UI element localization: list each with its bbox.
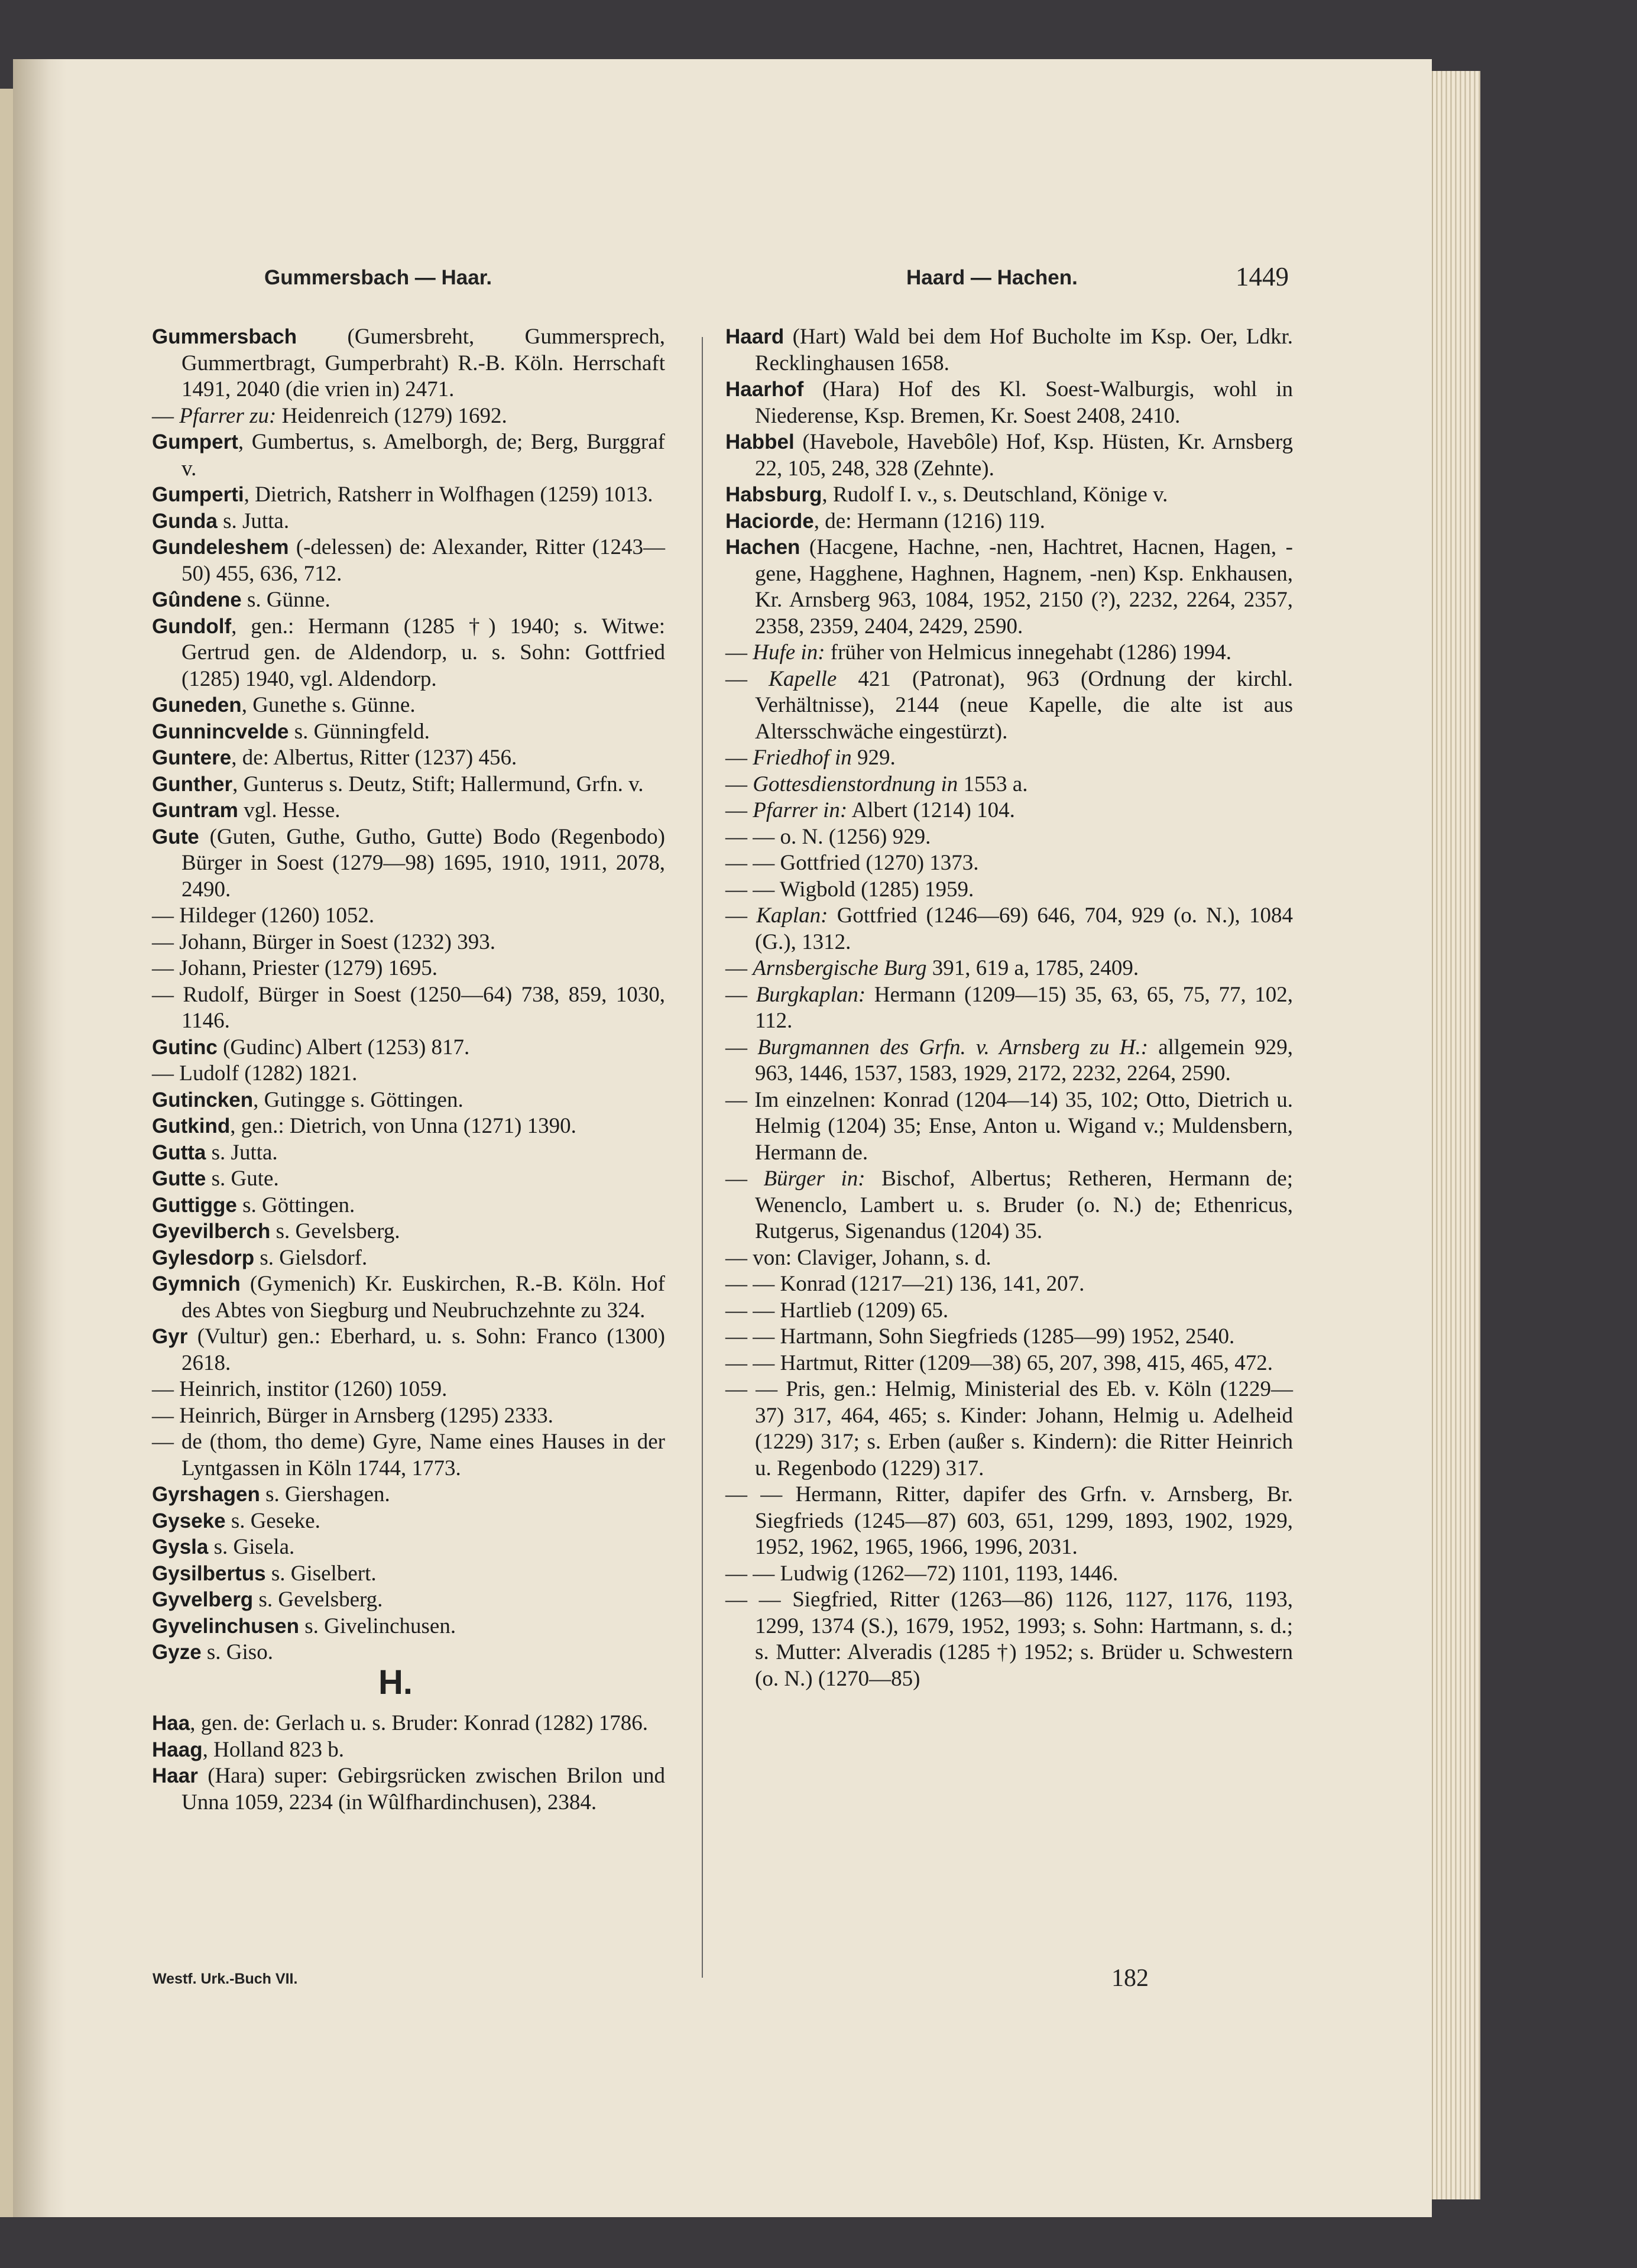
entry-dash: — —: [725, 1350, 780, 1375]
index-entry: [152, 1587, 665, 1613]
entry-headword: Gymnich: [152, 1272, 241, 1295]
signature-mark: Westf. Urk.-Buch VII.: [153, 1971, 298, 1987]
index-entry: [152, 1113, 665, 1140]
index-entry: [152, 719, 665, 746]
entry-dash: — —: [725, 1324, 780, 1349]
entry-text: , Rudolf I. v., s. Deutschland, Könige v.: [822, 482, 1168, 507]
entry-dash: —: [152, 1430, 181, 1454]
entry-text: Im einzelnen: Konrad (1204—14) 35, 102; Otto, Dietrich u. Helmig (1204) 35; Ense, Anton u. Wigand v.; Muldensbern, Hermann de.: [754, 1087, 1293, 1165]
entry-headword: Guntere: [152, 746, 232, 769]
index-entry: [725, 772, 1293, 798]
entry-text: Ludolf (1282) 1821.: [179, 1061, 358, 1086]
entry-dash: — —: [725, 1587, 793, 1612]
entry-text: 1553 a.: [958, 772, 1028, 796]
index-entry: [152, 1763, 665, 1816]
entry-text: s. Günne.: [241, 588, 330, 612]
entry-text: o. N. (1256) 929.: [780, 824, 931, 849]
entry-text: , gen.: Dietrich, von Unna (1271) 1390.: [230, 1114, 576, 1138]
entry-text: s. Gevelsberg.: [253, 1587, 383, 1612]
entry-text: , de: Albertus, Ritter (1237) 456.: [231, 746, 517, 770]
entry-headword: Gunther: [152, 772, 233, 796]
entry-subheading: Friedhof in: [753, 746, 852, 770]
entry-dash: —: [152, 1377, 180, 1401]
entry-headword: Gundolf: [152, 614, 232, 638]
entry-text: (Hacgene, Hachne, -nen, Hachtret, Hacnen, Hagen, -gene, Hagghene, Haghnen, Hagnem, -nen) Ksp. Enkhausen, Kr. Arnsberg 963, 1084, 1952, 2150 (?), 2232, 2264, 2357, 2358, 2359, 2404, 2429, 2590.: [755, 535, 1293, 639]
column-rule: [702, 337, 703, 1978]
entry-subheading: Burgmannen des Grfn. v. Arnsberg zu H.:: [757, 1035, 1149, 1060]
entry-dash: — —: [725, 1298, 780, 1323]
page-edges: [1432, 71, 1480, 2199]
entry-headword: Gyvelinchusen: [152, 1614, 299, 1638]
entry-headword: Gumpert: [152, 430, 238, 453]
entry-text: allgemein 929, 963, 1446, 1537, 1583, 1929, 2172, 2232, 2264, 2590.: [755, 1035, 1294, 1086]
entry-headword: Gutkind: [152, 1114, 231, 1138]
index-entry: [152, 982, 665, 1035]
entry-text: s. Gielsdorf.: [254, 1245, 368, 1270]
entry-text: Heinrich, Bürger in Arnsberg (1295) 2333.: [179, 1403, 553, 1428]
left-column: [152, 324, 665, 1666]
entry-subheading: Kapelle: [769, 666, 837, 691]
entry-text: Heidenreich (1279) 1692.: [276, 403, 507, 428]
entry-headword: Haciorde: [725, 509, 814, 533]
index-entry: [725, 955, 1293, 982]
entry-text: Heinrich, institor (1260) 1059.: [179, 1377, 448, 1401]
index-entry: [152, 1561, 665, 1587]
index-entry: [725, 429, 1293, 482]
index-entry: [152, 798, 665, 824]
index-entry: [152, 1245, 665, 1272]
entry-text: Wigbold (1285) 1959.: [779, 877, 974, 902]
index-entry: [152, 1219, 665, 1245]
entry-headword: Haarhof: [725, 378, 804, 401]
entry-text: , Holland 823 b.: [202, 1737, 345, 1762]
entry-headword: Haa: [152, 1712, 190, 1735]
entry-headword: Guttigge: [152, 1193, 237, 1217]
entry-text: Hermann, Ritter, dapifer des Grfn. v. Arnsberg, Br. Siegfrieds (1245—87) 603, 651, 1299, 1893, 1902, 1929, 1952, 1962, 1965, 1966, 1996, 2031.: [755, 1482, 1294, 1559]
entry-text: s. Giso.: [201, 1640, 273, 1664]
entry-subheading: Arnsbergische Burg: [753, 956, 927, 980]
entry-text: s. Gisela.: [208, 1535, 295, 1559]
entry-text: s. Gute.: [206, 1167, 279, 1191]
entry-dash: — —: [725, 877, 780, 902]
entry-text: Rudolf, Bürger in Soest (1250—64) 738, 859, 1030, 1146.: [181, 982, 665, 1033]
entry-dash: —: [725, 1087, 755, 1112]
entry-dash: —: [152, 1403, 180, 1428]
entry-dash: —: [152, 1061, 180, 1086]
entry-headword: Gysla: [152, 1535, 209, 1559]
entry-dash: —: [725, 666, 769, 691]
entry-subheading: Gottesdienstordnung in: [753, 772, 958, 796]
entry-headword: Gundeleshem: [152, 536, 289, 559]
entry-headword: Gysilbertus: [152, 1561, 266, 1585]
entry-subheading: Kaplan:: [756, 903, 828, 928]
index-entry: [152, 1140, 665, 1167]
entry-subheading: Bürger in:: [763, 1167, 865, 1191]
entry-text: Konrad (1217—21) 136, 141, 207.: [780, 1272, 1085, 1296]
entry-text: (Hart) Wald bei dem Hof Bucholte im Ksp. Oer, Ldkr. Recklinghausen 1658.: [755, 325, 1293, 375]
index-entry: [725, 824, 1293, 851]
entry-text: von: Claviger, Johann, s. d.: [753, 1245, 991, 1270]
index-entry: [725, 324, 1293, 377]
entry-text: (Gudinc) Albert (1253) 817.: [217, 1035, 470, 1060]
entry-text: 391, 619 a, 1785, 2409.: [926, 956, 1139, 980]
entry-headword: Gunda: [152, 509, 218, 533]
entry-text: s. Jutta.: [206, 1140, 278, 1165]
index-entry: [725, 1087, 1293, 1167]
entry-text: , de: Hermann (1216) 119.: [813, 508, 1045, 533]
entry-text: de (thom, tho deme) Gyre, Name eines Hauses in der Lyntgassen in Köln 1744, 1773.: [181, 1430, 666, 1480]
index-entry: [725, 1482, 1293, 1561]
entry-text: s. Göttingen.: [236, 1193, 355, 1217]
index-entry: [725, 377, 1293, 429]
index-entry: [152, 429, 665, 482]
index-entry: [152, 772, 665, 798]
index-entry: [152, 614, 665, 693]
index-entry: [152, 534, 665, 587]
entry-headword: Gutta: [152, 1141, 206, 1164]
entry-text: s. Geseke.: [225, 1508, 320, 1533]
entry-text: vgl. Hesse.: [238, 798, 341, 822]
entry-headword: Gummersbach: [152, 325, 297, 348]
entry-text: s. Gevelsberg.: [270, 1219, 400, 1243]
entry-headword: Gumperti: [152, 483, 244, 506]
index-entry: [152, 1710, 665, 1737]
entry-text: 929.: [851, 746, 896, 770]
index-entry: [725, 1376, 1293, 1482]
entry-text: Bischof, Albertus; Retheren, Hermann de; Wenenclo, Lambert u. s. Bruder (o. N.) de; Ethenricus, Rutgerus, Sigenandus (1204) 35.: [755, 1167, 1293, 1243]
entry-text: Hartmut, Ritter (1209—38) 65, 207, 398, 415, 465, 472.: [780, 1350, 1273, 1375]
entry-headword: Gyr: [152, 1325, 188, 1348]
left-column-section-h: [152, 1710, 665, 1816]
entry-text: früher von Helmicus innegehabt (1286) 1994.: [825, 640, 1231, 665]
entry-text: s. Günningfeld.: [288, 719, 430, 744]
index-entry: [152, 745, 665, 772]
index-entry: [725, 1587, 1293, 1692]
entry-text: , Gunterus s. Deutz, Stift; Hallermund, Grfn. v.: [232, 772, 644, 796]
index-entry: [152, 482, 665, 508]
entry-headword: Gutinc: [152, 1035, 218, 1059]
entry-headword: Gyze: [152, 1641, 202, 1664]
entry-subheading: Pfarrer zu:: [179, 403, 277, 428]
book-gutter: [13, 59, 66, 2217]
entry-text: s. Givelinchusen.: [299, 1613, 456, 1638]
entry-dash: —: [725, 640, 753, 665]
sheet-number: 182: [1111, 1965, 1149, 1992]
index-entry: [725, 850, 1293, 877]
entry-headword: Gutte: [152, 1167, 206, 1190]
index-entry: [152, 587, 665, 614]
entry-text: (Guten, Guthe, Gutho, Gutte) Bodo (Regenbodo) Bürger in Soest (1279—98) 1695, 1910, 1911, 2078, 2490.: [181, 824, 665, 902]
entry-headword: Gylesdorp: [152, 1246, 255, 1269]
index-entry: [152, 1035, 665, 1061]
index-entry: [152, 324, 665, 403]
entry-text: (Hara) super: Gebirgsrücken zwischen Brilon und Unna 1059, 2234 (in Wûlfhardinchusen), 2384.: [181, 1764, 665, 1815]
entry-headword: Gyrshagen: [152, 1483, 260, 1506]
entry-headword: Gyevilberch: [152, 1220, 271, 1243]
entry-dash: — —: [725, 1482, 796, 1506]
index-entry: [152, 1737, 665, 1764]
entry-text: Gottfried (1270) 1373.: [780, 851, 979, 875]
index-entry: [152, 1193, 665, 1219]
running-head-right: Haard — Hachen.: [906, 266, 1078, 289]
index-entry: [152, 1087, 665, 1114]
entry-text: , Dietrich, Ratsherr in Wolfhagen (1259) 1013.: [244, 482, 653, 507]
entry-text: , gen. de: Gerlach u. s. Bruder: Konrad (1282) 1786.: [190, 1711, 648, 1735]
index-entry: [725, 877, 1293, 903]
entry-dash: —: [152, 982, 183, 1007]
entry-headword: Haag: [152, 1738, 203, 1761]
index-entry: [725, 1245, 1293, 1272]
entry-text: Hermann (1209—15) 35, 63, 65, 75, 77, 102, 112.: [755, 982, 1293, 1033]
entry-text: , Gumbertus, s. Amelborgh, de; Berg, Burggraf v.: [181, 430, 665, 481]
entry-text: (Havebole, Havebôle) Hof, Ksp. Hüsten, Kr. Arnsberg 22, 105, 248, 328 (Zehnte).: [755, 430, 1293, 481]
entry-headword: Habsburg: [725, 483, 822, 506]
index-entry: [725, 903, 1293, 955]
index-entry: [725, 1271, 1293, 1298]
index-entry: [152, 955, 665, 982]
index-entry: [152, 1403, 665, 1430]
entry-text: Johann, Priester (1279) 1695.: [179, 956, 437, 980]
entry-headword: Habbel: [725, 430, 795, 453]
entry-headword: Haar: [152, 1764, 198, 1787]
entry-dash: —: [725, 1167, 764, 1191]
index-entry: [725, 1561, 1293, 1587]
entry-text: s. Giselbert.: [265, 1561, 377, 1586]
entry-dash: — —: [725, 1377, 786, 1401]
index-entry: [152, 1376, 665, 1403]
entry-dash: —: [725, 798, 753, 822]
entry-dash: —: [152, 403, 180, 428]
entry-text: (Hara) Hof des Kl. Soest-Walburgis, wohl in Niederense, Ksp. Bremen, Kr. Soest 2408, 2410.: [755, 377, 1293, 428]
index-entry: [152, 1640, 665, 1666]
index-entry: [725, 1166, 1293, 1245]
entry-text: , gen.: Hermann (1285 †) 1940; s. Witwe: Gertrud gen. de Aldendorp, u. s. Sohn: Gottfried (1285) 1940, vgl. Aldendorp.: [181, 614, 665, 691]
index-entry: [725, 1298, 1293, 1324]
entry-headword: Gyseke: [152, 1509, 226, 1532]
index-entry: [152, 903, 665, 929]
index-entry: [152, 1429, 665, 1482]
index-entry: [152, 1508, 665, 1535]
index-entry: [725, 508, 1293, 535]
entry-text: Hartlieb (1209) 65.: [780, 1298, 949, 1323]
running-head-left: Gummersbach — Haar.: [264, 266, 492, 289]
index-entry: [152, 1324, 665, 1376]
index-entry: [725, 534, 1293, 640]
index-entry: [725, 482, 1293, 508]
index-entry: [152, 403, 665, 430]
entry-headword: Guntram: [152, 799, 238, 822]
right-column: [725, 324, 1293, 1692]
entry-dash: — —: [725, 1272, 780, 1296]
section-letter: H.: [378, 1663, 413, 1702]
index-entry: [725, 798, 1293, 824]
entry-dash: —: [725, 772, 753, 796]
entry-subheading: Hufe in:: [753, 640, 825, 665]
index-entry: [725, 1035, 1293, 1087]
entry-headword: Haard: [725, 325, 785, 348]
entry-text: Albert (1214) 104.: [847, 798, 1015, 822]
index-entry: [152, 824, 665, 903]
entry-dash: —: [725, 903, 757, 928]
entry-text: s. Jutta.: [217, 508, 290, 533]
entry-text: (Gumersbreht, Gummersprech, Gummertbragt, Gumperbraht) R.-B. Köln. Herrschaft 1491, 2040 (die vrien in) 2471.: [181, 325, 665, 401]
entry-text: (Vultur) gen.: Eberhard, u. s. Sohn: Franco (1300) 2618.: [181, 1324, 665, 1375]
entry-text: , Gutingge s. Göttingen.: [253, 1087, 463, 1112]
entry-dash: —: [725, 746, 753, 770]
entry-text: s. Giershagen.: [260, 1482, 390, 1506]
entry-text: Hildeger (1260) 1052.: [179, 903, 375, 928]
index-entry: [152, 1061, 665, 1087]
entry-text: Ludwig (1262—72) 1101, 1193, 1446.: [780, 1561, 1119, 1586]
entry-dash: —: [725, 1245, 753, 1270]
entry-text: (-delessen) de: Alexander, Ritter (1243—50) 455, 636, 712.: [181, 535, 665, 586]
index-entry: [152, 1613, 665, 1640]
entry-text: Hartmann, Sohn Siegfrieds (1285—99) 1952, 2540.: [780, 1324, 1235, 1349]
entry-dash: —: [725, 982, 756, 1007]
entry-text: Gottfried (1246—69) 646, 704, 929 (o. N.), 1084 (G.), 1312.: [755, 903, 1293, 954]
entry-text: Pris, gen.: Helmig, Ministerial des Eb. v. Köln (1229—37) 317, 464, 465; s. Kinder: Johann, Helmig u. Adelheid (1229) 317; s. Erben (außer s. Kindern): die Ritter Heinrich u. Regenbodo (1229) 317.: [755, 1377, 1294, 1480]
entry-dash: — —: [725, 851, 780, 875]
entry-headword: Gutincken: [152, 1088, 254, 1112]
index-entry: [725, 745, 1293, 772]
entry-dash: —: [152, 929, 180, 954]
entry-text: Siegfried, Ritter (1263—86) 1126, 1127, 1176, 1193, 1299, 1374 (S.), 1679, 1952, 1993; s. Sohn: Hartmann, s. d.; s. Mutter: Alveradis (1285 †) 1952; s. Brüder u. Schwestern (o. N.) (1270—85): [755, 1587, 1294, 1691]
entry-headword: Gyvelberg: [152, 1588, 254, 1611]
entry-dash: — —: [725, 824, 780, 849]
index-entry: [152, 929, 665, 956]
entry-dash: —: [725, 956, 753, 980]
index-entry: [725, 1324, 1293, 1350]
entry-subheading: Burgkaplan:: [756, 982, 866, 1007]
entry-headword: Gunnincvelde: [152, 720, 289, 743]
entry-headword: Gûndene: [152, 588, 242, 611]
entry-headword: Guneden: [152, 694, 242, 717]
index-entry: [152, 508, 665, 535]
index-entry: [152, 692, 665, 719]
entry-headword: Gute: [152, 825, 199, 848]
index-entry: [152, 1482, 665, 1508]
entry-dash: —: [725, 1035, 758, 1060]
entry-dash: —: [152, 956, 180, 980]
index-entry: [725, 666, 1293, 746]
entry-text: Johann, Bürger in Soest (1232) 393.: [179, 929, 495, 954]
index-entry: [725, 640, 1293, 666]
entry-text: 421 (Patronat), 963 (Ordnung der kirchl. Verhältnisse), 2144 (neue Kapelle, die alte ist aus Altersschwäche eingestürzt).: [755, 666, 1294, 744]
index-entry: [152, 1534, 665, 1561]
entry-text: , Gunethe s. Günne.: [241, 693, 416, 717]
page-number: 1449: [1236, 262, 1289, 291]
entry-text: (Gymenich) Kr. Euskirchen, R.-B. Köln. Hof des Abtes von Siegburg und Neubruchzehnte zu 324.: [181, 1272, 665, 1323]
entry-dash: —: [152, 903, 180, 928]
entry-subheading: Pfarrer in:: [753, 798, 848, 822]
index-entry: [725, 982, 1293, 1035]
entry-dash: — —: [725, 1561, 780, 1586]
entry-headword: Hachen: [725, 536, 800, 559]
index-entry: [725, 1350, 1293, 1377]
index-entry: [152, 1166, 665, 1193]
index-entry: [152, 1271, 665, 1324]
